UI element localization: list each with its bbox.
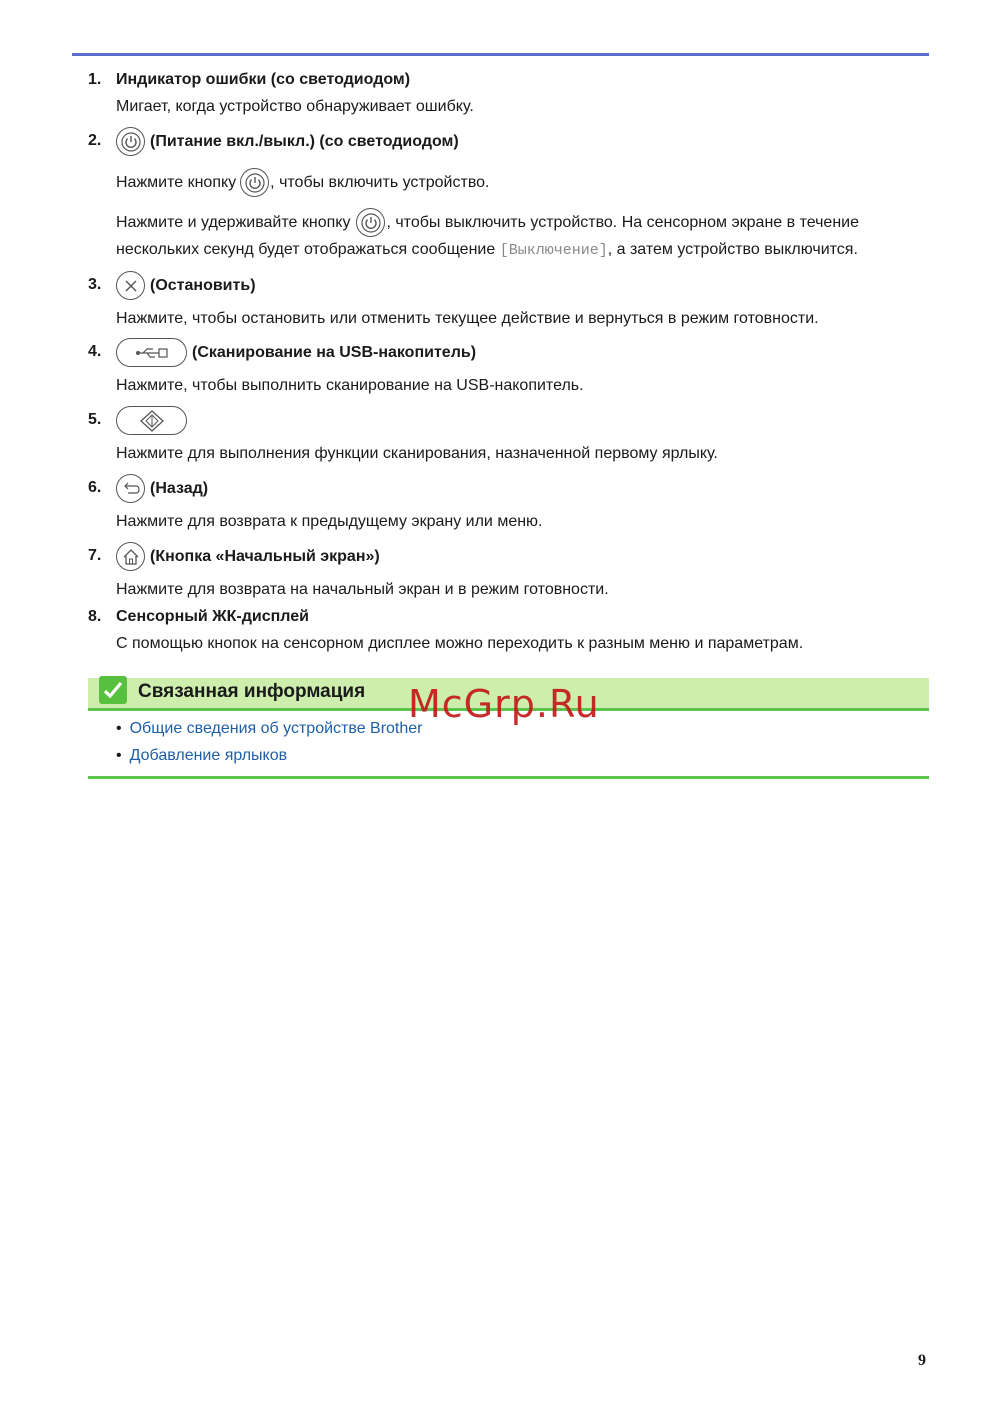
- usb-icon: [116, 338, 187, 367]
- home-icon: [116, 542, 145, 571]
- item-description: С помощью кнопок на сенсорном дисплее можно переходить к разным меню и параметрам.: [116, 635, 804, 652]
- item-number: 6.: [88, 479, 102, 496]
- check-icon: [99, 676, 127, 704]
- desc-text: , чтобы выключить устройство. На сенсорном экране в течение: [386, 213, 859, 231]
- item-heading: [116, 271, 256, 300]
- related-link[interactable]: [116, 720, 423, 738]
- watermark: McGrp.Ru: [408, 682, 600, 726]
- item-number: 8.: [88, 608, 102, 625]
- item-description: [116, 208, 859, 237]
- item-heading: [116, 474, 208, 503]
- item-heading: [116, 406, 192, 435]
- item-title: (Сканирование на USB-накопитель): [192, 343, 477, 361]
- item-description: Нажмите, чтобы остановить или отменить текущее действие и вернуться в режим готовности.: [116, 310, 819, 327]
- item-heading: [116, 127, 459, 156]
- desc-text: , а затем устройство выключится.: [607, 241, 858, 258]
- stop-icon: [116, 271, 145, 300]
- page-number: 9: [918, 1352, 926, 1369]
- item-number: 4.: [88, 343, 102, 360]
- item-description: Нажмите, чтобы выполнить сканирование на USB-накопитель.: [116, 377, 584, 394]
- power-icon: [240, 168, 269, 197]
- diamond-scan-icon: [116, 406, 187, 435]
- item-description: Нажмите для выполнения функции сканирования, назначенной первому ярлыку.: [116, 445, 718, 462]
- item-heading: [116, 338, 476, 367]
- item-number: 2.: [88, 132, 102, 149]
- bullet: •: [116, 720, 122, 737]
- power-icon: [356, 208, 385, 237]
- item-title: (Питание вкл./выкл.) (со светодиодом): [150, 132, 459, 150]
- item-number: 7.: [88, 547, 102, 564]
- item-title: Индикатор ошибки (со светодиодом): [116, 71, 411, 88]
- item-number: 3.: [88, 276, 102, 293]
- item-description: Мигает, когда устройство обнаруживает ошибку.: [116, 98, 474, 115]
- item-description: Нажмите для возврата к предыдущему экрану или меню.: [116, 513, 543, 530]
- power-icon: [116, 127, 145, 156]
- item-description: Нажмите для возврата на начальный экран и в режим готовности.: [116, 581, 609, 598]
- desc-text: Нажмите кнопку: [116, 173, 237, 191]
- related-link-text[interactable]: Добавление ярлыков: [129, 747, 288, 764]
- bottom-rule: [88, 776, 929, 779]
- item-description: [116, 168, 489, 197]
- desc-text: Нажмите и удерживайте кнопку: [116, 213, 351, 231]
- desc-text: нескольких секунд будет отображаться сообщение: [116, 241, 496, 258]
- item-title: (Кнопка «Начальный экран»): [150, 547, 380, 565]
- related-link[interactable]: [116, 747, 287, 765]
- related-link-text[interactable]: Общие сведения об устройстве Brother: [129, 720, 423, 737]
- bullet: •: [116, 747, 122, 764]
- item-title: (Назад): [150, 479, 209, 497]
- item-title: (Остановить): [150, 276, 256, 294]
- item-number: 1.: [88, 71, 102, 88]
- item-description: [116, 241, 858, 259]
- item-title: Сенсорный ЖК-дисплей: [116, 608, 309, 625]
- message-code: [Выключение]: [499, 242, 608, 259]
- top-rule: [72, 53, 929, 56]
- item-heading: [116, 542, 380, 571]
- related-info-title: Связанная информация: [138, 681, 366, 702]
- desc-text: , чтобы включить устройство.: [270, 173, 490, 191]
- item-number: 5.: [88, 411, 102, 428]
- back-icon: [116, 474, 145, 503]
